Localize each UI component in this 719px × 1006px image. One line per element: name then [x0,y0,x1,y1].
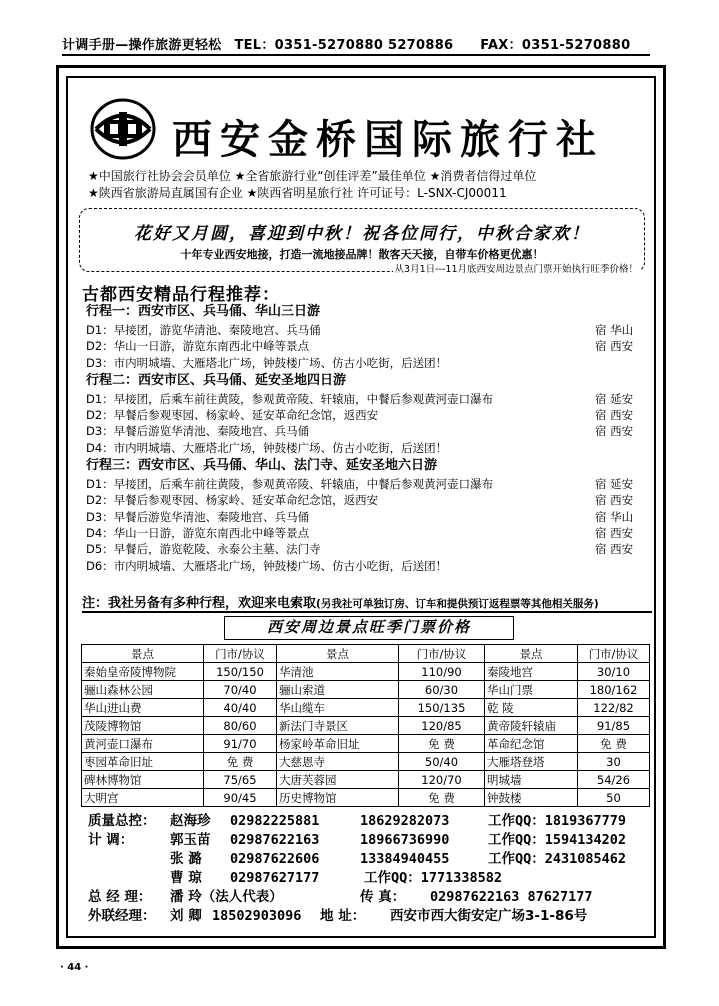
ticket-price-cell: 30 [578,753,650,771]
day-stay: 宿 华山 [595,323,634,337]
day-stay: 宿 延安 [595,477,634,492]
day-text: D3：市内明城墙、大雁塔北广场，钟鼓楼广场、仿古小吃街，后送团！ [86,355,448,370]
table-row [82,717,650,735]
contact-name: 郭玉苗 [170,832,211,848]
company-credits [88,168,536,202]
ticket-spot-cell: 革命纪念馆 [485,735,578,753]
ticket-spot-cell: 大雁塔登塔 [485,753,578,771]
address-text: 西安市西大街安定广场3-1-86号 [390,908,588,924]
ticket-price-cell: 91/85 [578,717,650,735]
ticket-price-cell: 120/70 [399,771,485,789]
contact-name: 曹 琼 [170,870,202,886]
day-stay: 宿 西安 [595,525,634,540]
ticket-spot-cell: 茂陵博物馆 [82,717,204,735]
ticket-spot-cell: 大唐芙蓉园 [277,771,399,789]
day-text: D1：早接团，后乘车前往黄陵，参观黄帝陵、轩辕庙，中餐后参观黄河壶口瀑布 [86,477,494,492]
day-text: D4：市内明城墙、大雁塔北广场，钟鼓楼广场、仿古小吃街，后送团！ [86,440,448,455]
contact-qq: 工作QQ：1819367779 [488,813,627,829]
top-bar-slogan: 计调手册—操作旅游更轻松 [62,38,222,53]
itinerary-day [86,423,646,439]
contact-label: 外联经理： [88,908,156,924]
ticket-spot-cell: 秦始皇帝陵博物院 [82,663,204,681]
fax-label: 传 真： [360,889,406,905]
ticket-spot-cell: 黄河壶口瀑布 [82,735,204,753]
ticket-header-cell: 门市/协议 [204,645,277,663]
ticket-price-cell: 70/40 [204,681,277,699]
day-text: D4：华山一日游，游览东南西北中峰等景点 [86,525,310,540]
ticket-price-cell: 40/40 [204,699,277,717]
table-row [82,699,650,717]
day-text: D6：市内明城墙、大雁塔北广场，钟鼓楼广场、仿古小吃街，后送团！ [86,558,448,573]
ticket-price-cell: 50/40 [399,753,485,771]
itinerary-list [86,302,646,574]
ticket-spot-cell: 黄帝陵轩辕庙 [485,717,578,735]
day-stay: 宿 华山 [595,509,634,524]
ticket-table-title: 西安周边景点旺季门票价格 [224,616,514,640]
contact-row-planner [88,869,650,888]
contact-name: 刘 卿 [170,908,202,924]
banner-season-note: 从3月1日---11月底西安周边景点门票开始执行旺季价格！ [393,261,640,275]
itinerary-day [86,509,646,525]
itinerary-day [86,476,646,492]
contact-row-gm [88,888,650,907]
ticket-spot-cell: 华山进山费 [82,699,204,717]
ticket-header-cell: 门市/协议 [399,645,485,663]
notice-divider [82,611,652,613]
ticket-price-cell: 91/70 [204,735,277,753]
itinerary-title: 行程二：西安市区、兵马俑、延安圣地四日游 [86,372,347,388]
contact-name: 赵海珍 [170,813,211,829]
day-stay: 宿 西安 [595,493,634,508]
ticket-price-cell: 50 [578,789,650,807]
day-text: D2：早餐后参观枣园、杨家岭、延安革命纪念馆，返西安 [86,493,379,508]
ticket-price-cell: 免 费 [399,789,485,807]
day-stay: 宿 西安 [595,424,634,439]
day-text: D2：华山一日游，游览东南西北中峰等景点 [86,339,310,354]
ticket-price-cell: 90/45 [204,789,277,807]
notice-line [82,592,652,611]
contact-row-external [88,907,650,926]
ticket-price-cell: 110/90 [399,663,485,681]
ticket-spot-cell: 明城墙 [485,771,578,789]
itinerary-day [86,338,646,354]
ticket-price-cell: 54/26 [578,771,650,789]
contact-phone: 18502903096 [212,908,302,924]
contact-label: 质量总控： [88,813,156,829]
day-stay: 宿 西安 [595,339,634,354]
contact-phone: 02987622606 [230,851,320,867]
day-text: D2：早餐后参观枣园、杨家岭、延安革命纪念馆，返西安 [86,408,379,423]
company-header [90,96,650,166]
table-row [82,663,650,681]
contact-qq: 工作QQ：1771338582 [364,870,503,886]
contact-mobile: 18966736990 [360,832,450,848]
contact-name: 张 潞 [170,851,202,867]
itinerary-day [86,407,646,423]
table-row [82,753,650,771]
itinerary-day [86,440,646,456]
ticket-spot-cell: 骊山森林公园 [82,681,204,699]
itinerary-day [86,525,646,541]
ticket-spot-cell: 新法门寺景区 [277,717,399,735]
contact-row-planner [88,850,650,869]
contact-qq: 工作QQ：1594134202 [488,832,627,848]
ticket-spot-cell: 乾 陵 [485,699,578,717]
ticket-spot-cell: 华山缆车 [277,699,399,717]
ticket-spot-cell: 大明宫 [82,789,204,807]
contact-block [88,812,650,926]
recommend-title: 古都西安精品行程推荐： [82,285,280,305]
fax-number: 02987622163 87627177 [430,889,593,905]
day-stay: 宿 西安 [595,408,634,423]
ticket-spot-cell: 历史博物馆 [277,789,399,807]
ticket-spot-cell: 大慈恩寺 [277,753,399,771]
promo-banner [79,208,645,275]
itinerary-title: 行程三：西安市区、兵马俑、华山、法门寺、延安圣地六日游 [86,458,438,474]
ticket-price-cell: 150/135 [399,699,485,717]
itinerary-title: 行程一：西安市区、兵马俑、华山三日游 [86,304,321,319]
itinerary-day [86,322,646,338]
contact-row-quality [88,812,650,831]
ticket-header-cell: 景点 [277,645,399,663]
notice-main: 注：我社另备有多种行程，欢迎来电索取 [82,596,317,611]
itinerary-day [86,558,646,574]
ticket-price-cell: 150/150 [204,663,277,681]
day-text: D3：早餐后游览华清池、秦陵地宫、兵马俑 [86,509,310,524]
day-stay: 宿 延安 [595,391,634,406]
credit-line: ★陕西省旅游局直属国有企业 ★陕西省明星旅行社 许可证号：L-SNX-CJ00011 [88,186,507,200]
itinerary-day [86,541,646,557]
ticket-spot-cell: 骊山索道 [277,681,399,699]
ticket-price-cell: 80/60 [204,717,277,735]
contact-phone: 02987622163 [230,832,320,848]
ticket-spot-cell: 杨家岭革命旧址 [277,735,399,753]
ticket-price-cell: 120/85 [399,717,485,735]
ad-frame [56,65,666,949]
day-text: D1：早接团，游览华清池、秦陵地宫、兵马俑 [86,323,321,337]
contact-phone: 02987627177 [230,870,320,886]
ticket-spot-cell: 华山门票 [485,681,578,699]
table-row [82,735,650,753]
top-bar-tel: TEL：0351-5270880 5270886 [234,38,454,53]
ticket-price-cell: 60/30 [399,681,485,699]
company-name: 西安金桥国际旅行社 [172,116,604,163]
contact-mobile: 18629282073 [360,813,450,829]
ticket-price-cell: 30/10 [578,663,650,681]
ticket-price-cell: 免 费 [578,735,650,753]
contact-mobile: 13384940455 [360,851,450,867]
ticket-spot-cell: 碑林博物馆 [82,771,204,789]
ticket-header-cell: 景点 [485,645,578,663]
banner-slogan: 花好又月圆，喜迎到中秋！祝各位同行，中秋合家欢！ [134,224,590,244]
table-row [82,789,650,807]
day-text: D1：早接团，后乘车前往黄陵，参观黄帝陵、轩辕庙，中餐后参观黄河壶口瀑布 [86,391,494,406]
table-row [82,681,650,699]
contact-label: 计 调： [88,832,134,848]
banner-subtitle: 十年专业西安地接，打造一流地接品牌！散客天天接，自带车价格更优惠！ [180,248,544,261]
contact-qq: 工作QQ：2431085462 [488,851,627,867]
day-text: D3：早餐后游览华清池、秦陵地宫、兵马俑 [86,424,310,439]
contact-phone: 02982225881 [230,813,320,829]
ticket-price-cell: 122/82 [578,699,650,717]
company-logo-icon [90,98,156,160]
ticket-spot-cell: 秦陵地宫 [485,663,578,681]
contact-name: 潘 玲（法人代表） [170,889,283,905]
notice-services: (另我社可单独订房、订车和提供预订返程票等其他相关服务) [316,598,599,610]
top-bar-fax: FAX：0351-5270880 [480,38,631,53]
top-bar [62,34,650,56]
ticket-price-cell: 免 费 [204,753,277,771]
itinerary-day [86,391,646,407]
credit-line: ★中国旅行社协会会员单位 ★全省旅游行业“创佳评差”最佳单位 ★消费者信得过单位 [88,169,537,183]
contact-label: 总 经 理： [88,889,152,905]
ticket-price-cell: 免 费 [399,735,485,753]
ticket-price-cell: 180/162 [578,681,650,699]
ticket-header-row [82,645,650,663]
itinerary-day [86,492,646,508]
table-row [82,771,650,789]
ticket-spot-cell: 钟鼓楼 [485,789,578,807]
page-number: · 44 · [60,962,89,973]
itinerary-day [86,355,646,371]
ticket-price-table [81,644,650,807]
ticket-spot-cell: 华清池 [277,663,399,681]
ticket-price-cell: 75/65 [204,771,277,789]
ticket-header-cell: 景点 [82,645,204,663]
ad-inner-frame [66,76,656,938]
address-label: 地 址： [320,908,366,924]
day-text: D5：早餐后，游览乾陵、永泰公主墓、法门寺 [86,542,321,557]
day-stay: 宿 西安 [595,542,634,557]
ticket-header-cell: 门市/协议 [578,645,650,663]
contact-row-planner [88,831,650,850]
ticket-spot-cell: 枣园革命旧址 [82,753,204,771]
